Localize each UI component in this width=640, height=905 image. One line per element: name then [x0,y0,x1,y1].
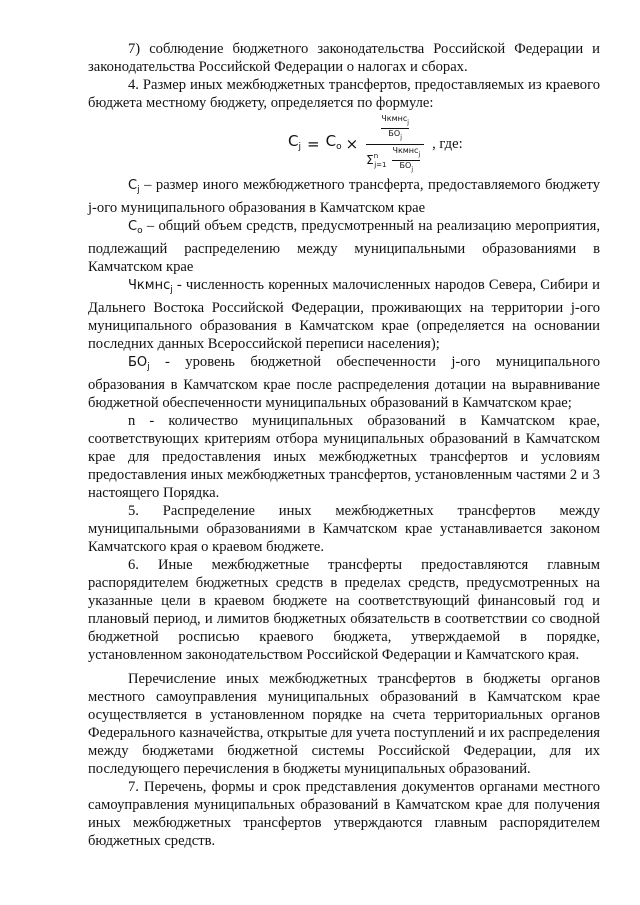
term-cj: $C_j$ [128,178,140,195]
paragraph-6-transfer: Перечисление иных межбюджетных трансфертов в бюджеты органов местного самоуправления муниципальных образований в Камчатском крае осуществляется в установленном порядке на счета территориальных органов Федерального казначейства, открытые для учета поступлений и их распределения между бюджетами бюджетной системы Российской Федерации, для их последующего перечисления в бюджеты муниципальных образований. [88,671,600,777]
formula-numerator: $\frac{Чкмнс_j}{БО_j}$ [381,113,409,141]
paragraph-7: 7. Перечень, формы и срок представления документов органами местного самоуправления муниципальных образований в Камчатском крае для получения иных межбюджетных трансфертов утверждаются главным распорядителем бюджетных средств. [88,779,600,849]
paragraph-item-7: 7) соблюдение бюджетного законодательства Российской Федерации и законодательства Российской Федерации о налогах и сборах. [88,41,600,75]
definition-chk: Чкмнс$_j$ - численность коренных малочисленных народов Севера, Сибири и Дальнего Востока Российской Федерации, проживающих на территории j-ого муниципального образования в Камчатском крае (определяется на основании последних данных Всероссийской переписи населения); [88,277,600,352]
document-page [88,40,600,850]
formula-times: × [345,135,359,153]
formula-lhs: $C_j$ [288,132,301,152]
formula-c0: $C_o$ [325,132,342,152]
definition-cj: $C_j$ – размер иного межбюджетного трансферта, предоставляемого бюджету j-ого муниципального образования в Камчатском крае [88,177,600,216]
formula-main-fraction [366,114,424,175]
term-co: $C_o$ [128,219,143,236]
formula-block [88,113,600,173]
term-bo: $БО_j$ [128,355,150,372]
transfer-formula [288,113,463,173]
definition-n: n - количество муниципальных образований в Камчатском крае, соответствующих критериям отбора муниципальных образований в Камчатском крае для предоставления иных межбюджетных трансфертов и условиям предоставления иных межбюджетных трансфертов, установленным частями 2 и 3 настоящего Порядка. [88,413,600,501]
definition-bo: $БО_j$ - уровень бюджетной обеспеченности j-ого муниципального образования в Камчатском крае после распределения дотации на выравнивание бюджетной обеспеченности муниципальных образований в Камчатском крае; [88,354,600,411]
formula-tail: , где: [432,136,463,152]
formula-denominator: $\Sigma^n_{j=1}$ $\frac{Чкмнс_j}{БО_j}$ [366,145,421,173]
definition-co: $C_o$ – общий объем средств, предусмотренный на реализацию мероприятия, подлежащий распределению между муниципальными образованиями в Камчатском крае [88,218,600,275]
paragraph-5: 5. Распределение иных межбюджетных трансфертов между муниципальными образованиями в Камчатском крае устанавливается законом Камчатского края о краевом бюджете. [88,503,600,555]
formula-equals: = [307,135,320,153]
sum-symbol: $\Sigma^n_{j=1}$ [366,151,387,169]
paragraph-4: 4. Размер иных межбюджетных трансфертов, предоставляемых из краевого бюджета местному бюджету, определяется по формуле: [88,77,600,111]
term-chk: Чкмнс$_j$ [128,278,173,295]
paragraph-6: 6. Иные межбюджетные трансферты предоставляются главным распорядителем бюджетных средств в пределах средств, предусмотренных на указанные цели в краевом бюджете на соответствующий финансовый год и плановый период, и лимитов бюджетных обязательств в соответствии со сводной бюджетной росписью краевого бюджета, утверждаемой в порядке, установленном законодательством Российской Федерации и Камчатского края. [88,557,600,663]
